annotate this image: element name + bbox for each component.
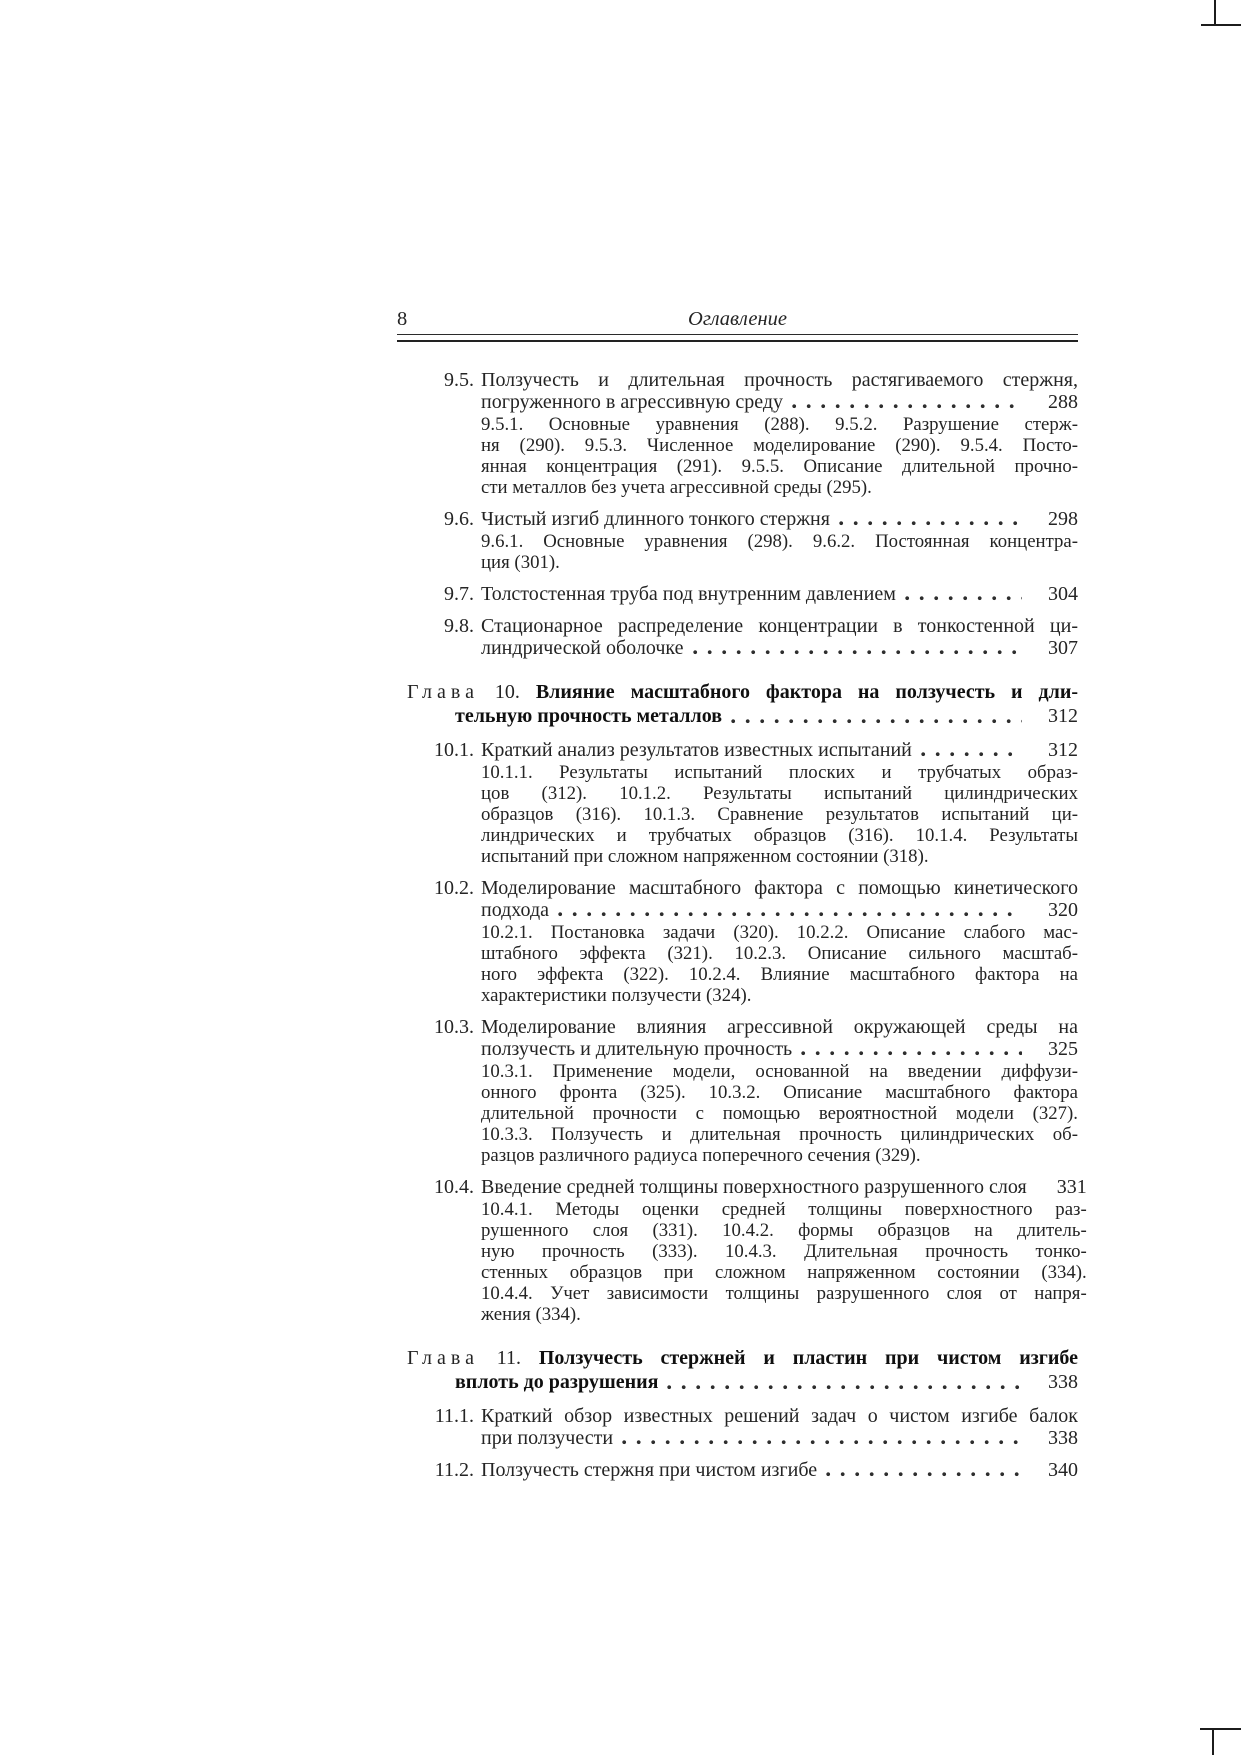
crop-mark-bottom-right-horizontal (1200, 1728, 1241, 1730)
entry-subsections (481, 531, 1078, 573)
chapter-title-line: Влияние масштабного фактора на ползучесть и дли- (535, 681, 1078, 703)
chapter-label-word: Глава (407, 1347, 479, 1369)
subsection-text-line: линдрических и трубчатых образцов (316). 10.1.4. Результаты (481, 825, 1078, 846)
page-number: 331 (1056, 1176, 1087, 1198)
entry-text: Чистый изгиб длинного тонкого стержня (481, 508, 830, 530)
chapter-line (397, 1370, 1078, 1394)
chapter-title-line: вплоть до разрушения (455, 1371, 659, 1393)
dot-leader (921, 739, 1022, 761)
subsection-text-line: 9.6.1. Основные уравнения (298). 9.6.2. Постоянная концентра- (481, 531, 1078, 552)
entry-body (481, 739, 1078, 867)
entry-subsections (481, 414, 1078, 498)
page-number: 307 (1048, 637, 1078, 659)
entry-body (481, 1405, 1078, 1449)
dot-leader (622, 1427, 1022, 1449)
toc-chapter (397, 680, 1078, 728)
subsection-text-line: ция (301). (481, 552, 560, 573)
crop-mark-top-right-vertical (1214, 0, 1216, 26)
page-number: 288 (1048, 391, 1078, 413)
chapter-line (397, 680, 1078, 704)
entry-subsections (481, 762, 1078, 867)
page-number: 312 (1048, 739, 1078, 761)
dot-leader (731, 704, 1022, 728)
dot-leader (905, 583, 1022, 605)
entry-number: 10.2. (434, 877, 474, 899)
entry-text-line: Ползучесть и длительная прочность растягиваемого стержня, (481, 369, 1078, 391)
entry-body (481, 1176, 1087, 1325)
chapter-title-line: тельную прочность металлов (455, 705, 723, 727)
entry-body (481, 1459, 1078, 1481)
subsection-text-line: ня (290). 9.5.3. Численное моделирование (290). 9.5.4. Посто- (481, 435, 1078, 456)
page-number: 338 (1048, 1371, 1078, 1393)
toc-entry (397, 1176, 1087, 1325)
entry-text-line (481, 583, 1078, 605)
subsection-text-line: жения (334). (481, 1304, 581, 1325)
entry-body (481, 877, 1078, 1006)
entry-text-line (481, 1038, 1078, 1060)
subsection-text-line: 10.4.1. Методы оценки средней толщины поверхностного раз- (481, 1199, 1087, 1220)
subsection-text-line: цов (312). 10.1.2. Результаты испытаний цилиндрических (481, 783, 1078, 804)
subsection-text-line: онного фронта (325). 10.3.2. Описание масштабного фактора (481, 1082, 1078, 1103)
dot-leader (667, 1370, 1022, 1394)
entry-number: 10.4. (434, 1176, 474, 1198)
page-number: 340 (1048, 1459, 1078, 1481)
entry-subsections (481, 922, 1078, 1006)
crop-mark-top-right-horizontal (1201, 24, 1241, 26)
subsection-text-line: стенных образцов при сложном напряженном состоянии (334). (481, 1262, 1087, 1283)
entry-text-line (481, 637, 1078, 659)
entry-text-line (481, 739, 1078, 761)
entry-body (481, 583, 1078, 605)
toc-entry (397, 1459, 1078, 1481)
page-header (397, 306, 1078, 333)
subsection-text-line: 10.1.1. Результаты испытаний плоских и трубчатых образ- (481, 762, 1078, 783)
entry-text: подхода (481, 899, 550, 921)
subsection-text-line: испытаний при сложном напряженном состоянии (318). (481, 846, 929, 867)
subsection-text-line: 10.4.4. Учет зависимости толщины разрушенного слоя от напря- (481, 1283, 1087, 1304)
entry-text-line (481, 1427, 1078, 1449)
toc-entry (397, 615, 1078, 659)
entry-number: 9.6. (444, 508, 474, 530)
page-number: 298 (1048, 508, 1078, 530)
dot-leader (792, 391, 1022, 413)
dot-leader (801, 1038, 1022, 1060)
toc-chapter (397, 1346, 1078, 1394)
header-rule (397, 334, 1078, 342)
subsection-text-line: рушенного слоя (331). 10.4.2. формы образцов на длитель- (481, 1220, 1087, 1241)
entry-text: ползучесть и длительную прочность (481, 1038, 793, 1060)
toc-entry (397, 1405, 1078, 1449)
page-number: 320 (1048, 899, 1078, 921)
toc-entry (397, 739, 1078, 867)
entry-text: линдрической оболочке (481, 637, 684, 659)
entry-body (481, 1016, 1078, 1166)
dot-leader (558, 899, 1022, 921)
entry-body (481, 615, 1078, 659)
entry-text: погруженного в агрессивную среду (481, 391, 784, 413)
entry-text-line: Моделирование влияния агрессивной окружающей среды на (481, 1016, 1078, 1038)
entry-text-line (481, 508, 1078, 530)
running-title: Оглавление (688, 308, 787, 330)
entry-text: Толстостенная труба под внутренним давлением (481, 583, 896, 605)
entry-body (481, 369, 1078, 498)
subsection-text-line: сти металлов без учета агрессивной среды (295). (481, 477, 872, 498)
subsection-text-line: ного эффекта (322). 10.2.4. Влияние масштабного фактора на (481, 964, 1078, 985)
chapter-label-number: 10. (494, 681, 520, 703)
toc-entry (397, 877, 1078, 1006)
page-number: 304 (1048, 583, 1078, 605)
subsection-text-line: разцов различного радиуса поперечного сечения (329). (481, 1145, 921, 1166)
page-number: 338 (1048, 1427, 1078, 1449)
chapter-label-number: 11. (496, 1347, 522, 1369)
entry-subsections (481, 1199, 1087, 1325)
crop-mark-bottom-right-vertical (1212, 1729, 1214, 1755)
text-block (397, 306, 1087, 1491)
subsection-text-line: 9.5.1. Основные уравнения (288). 9.5.2. Разрушение стерж- (481, 414, 1078, 435)
subsection-text-line: образцов (316). 10.1.3. Сравнение результатов испытаний ци- (481, 804, 1078, 825)
subsection-text-line: характеристики ползучести (324). (481, 985, 752, 1006)
subsection-text-line: 10.2.1. Постановка задачи (320). 10.2.2. Описание слабого мас- (481, 922, 1078, 943)
subsection-text-line: длительной прочности с помощью вероятностной модели (327). (481, 1103, 1078, 1124)
subsection-text-line: 10.3.1. Применение модели, основанной на введении диффузи- (481, 1061, 1078, 1082)
toc-list (397, 369, 1087, 1481)
entry-number: 10.3. (434, 1016, 474, 1038)
entry-text-line: Стационарное распределение концентрации в тонкостенной ци- (481, 615, 1078, 637)
entry-number: 10.1. (434, 739, 474, 761)
entry-number: 9.7. (444, 583, 474, 605)
entry-text-line (481, 1459, 1078, 1481)
entry-number: 11.1. (434, 1405, 474, 1427)
entry-text: Введение средней толщины поверхностного разрушенного слоя (481, 1176, 1027, 1198)
entry-text-line (481, 391, 1078, 413)
dot-leader (826, 1459, 1022, 1481)
page-number: 325 (1048, 1038, 1078, 1060)
entry-text-line: Краткий обзор известных решений задач о чистом изгибе балок (481, 1405, 1078, 1427)
entry-text: Краткий анализ результатов известных испытаний (481, 739, 912, 761)
entry-text-line (481, 1176, 1087, 1198)
subsection-text-line: 10.3.3. Ползучесть и длительная прочность цилиндрических об- (481, 1124, 1078, 1145)
subsection-text-line: янная концентрация (291). 9.5.5. Описание длительной прочно- (481, 456, 1078, 477)
entry-text: при ползучести (481, 1427, 614, 1449)
entry-body (481, 508, 1078, 573)
toc-entry (397, 508, 1078, 573)
chapter-label-word: Глава (407, 681, 479, 703)
chapter-line (397, 704, 1078, 728)
subsection-text-line: штабного эффекта (321). 10.2.3. Описание сильного масштаб- (481, 943, 1078, 964)
entry-number: 11.2. (434, 1459, 474, 1481)
entry-subsections (481, 1061, 1078, 1166)
dot-leader (693, 637, 1022, 659)
page-number: 312 (1048, 705, 1078, 727)
folio-page-number: 8 (397, 308, 408, 330)
entry-text: Ползучесть стержня при чистом изгибе (481, 1459, 818, 1481)
chapter-title-line: Ползучесть стержней и пластин при чистом изгибе (538, 1347, 1078, 1369)
entry-text-line (481, 899, 1078, 921)
toc-entry (397, 583, 1078, 605)
entry-number: 9.8. (444, 615, 474, 637)
entry-text-line: Моделирование масштабного фактора с помощью кинетического (481, 877, 1078, 899)
toc-entry (397, 369, 1078, 498)
toc-entry (397, 1016, 1078, 1166)
chapter-line (397, 1346, 1078, 1370)
subsection-text-line: ную прочность (333). 10.4.3. Длительная прочность тонко- (481, 1241, 1087, 1262)
entry-number: 9.5. (444, 369, 474, 391)
dot-leader (839, 508, 1022, 530)
